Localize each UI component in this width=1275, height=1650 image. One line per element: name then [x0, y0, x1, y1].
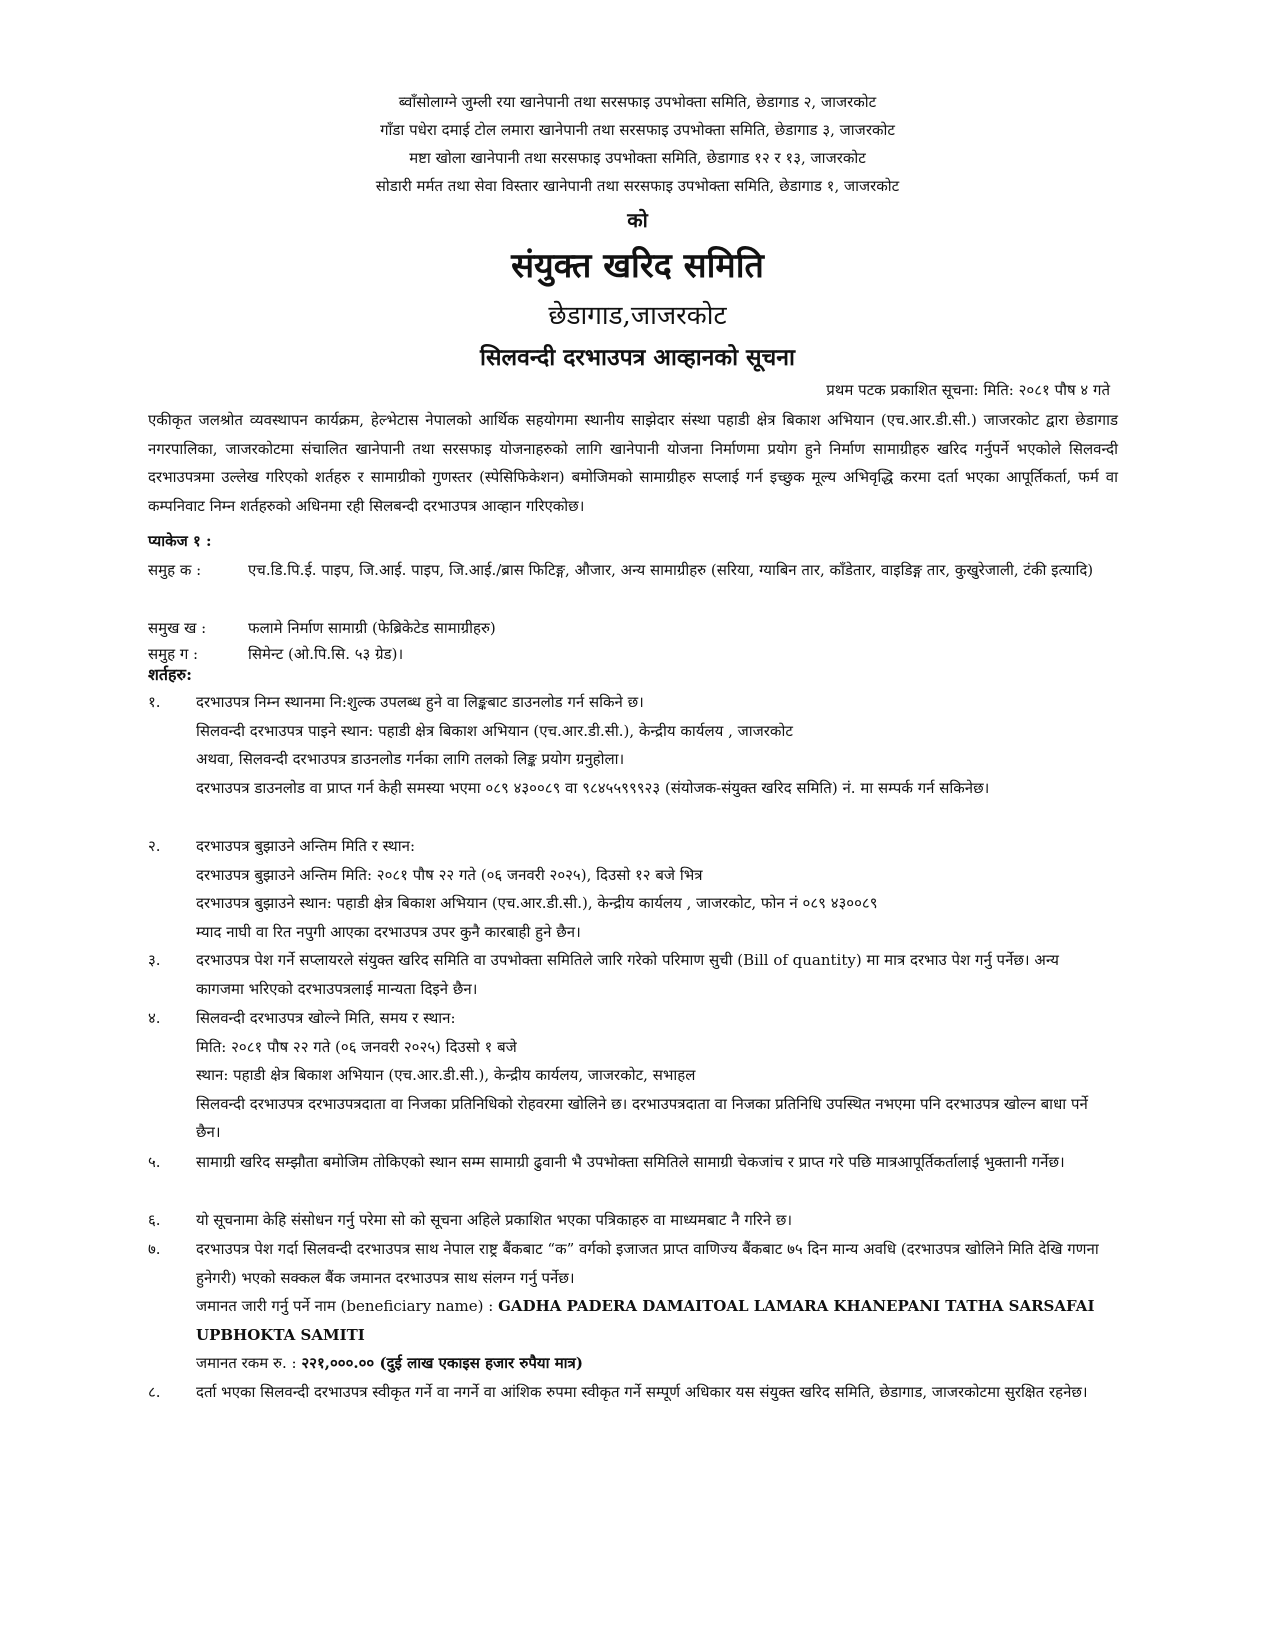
group-label: समुह ग :: [148, 645, 199, 663]
amount-label: जमानत रकम रु. :: [196, 1354, 297, 1372]
connector-text: को: [627, 208, 648, 232]
term-item-7: [148, 1235, 1118, 1378]
term-item-2: [148, 832, 1118, 946]
package-group-ga: [148, 640, 1118, 668]
group-label: समुह क :: [148, 561, 202, 579]
term-line: सिलवन्दी दरभाउपत्र पाइने स्थान: पहाडी क्षेत्र बिकाश अभियान (एच.आर.डी.सी.), केन्द्रीय कार्यलय , जाजरकोट: [196, 721, 793, 740]
committee-line: मष्टा खोला खानेपानी तथा सरसफाइ उपभोक्ता समिति, छेडागाड १२ र १३, जाजरकोट: [409, 149, 866, 167]
package-group-kha: [148, 614, 1118, 642]
term-line: सिलवन्दी दरभाउपत्र दरभाउपत्रदाता वा निजका प्रतिनिधिको रोहवरमा खोलिने छ। दरभाउपत्रदाता वा निजका प्रतिनिधि उपस्थित नभएमा पनि दरभाउपत्र खोल्न बाधा पर्ने छैन।: [196, 1094, 1088, 1141]
term-line: सिलवन्दी दरभाउपत्र खोल्ने मिति, समय र स्थान:: [196, 1009, 456, 1027]
term-line: सामाग्री खरिद सम्झौता बमोजिम तोकिएको स्थान सम्म सामाग्री ढुवानी भै उपभोक्ता समितिले सामाग्री चेकजांच र प्राप्त गरे पछि मात्रआपूर्तिकर्तालाई भुक्तानी गर्नेछ।: [196, 1153, 1065, 1171]
term-line: दरभाउपत्र बुझाउने अन्तिम मिति: २०८१ पौष २२ गते (०६ जनवरी २०२५), दिउसो १२ बजे भित्र: [196, 865, 703, 884]
term-body: [196, 1004, 1108, 1147]
term-item-4: [148, 1004, 1118, 1147]
intro-paragraph: एकीकृत जलश्रोत व्यवस्थापन कार्यक्रम, हेल्भेटास नेपालको आर्थिक सहयोगमा स्थानीय साझेदार संस्था पहाडी क्षेत्र बिकाश अभियान (एच.आर.डी.सी.) जाजरकोट द्वारा छेडागाड नगरपालिका, जाजरकोटमा संचालित खानेपानी तथा सरसफाइ योजनाहरुको लागि खानेपानी योजना निर्माणमा प्रयोग हुने निर्माण सामाग्रीहरु खरिद गर्नुपर्ने भएकोले सिलवन्दी दरभाउपत्रमा उल्लेख गरिएको शर्तहरु र सामाग्रीको गुणस्तर (स्पेसिफिकेशन) बमोजिमको सामाग्रीहरु सप्लाई गर्न इच्छुक मूल्य अभिवृद्धि करमा दर्ता भएका आपूर्तिकर्ता, फर्म वा कम्पनिवाट निम्न शर्तहरुको अधिनमा रही सिलबन्दी दरभाउपत्र आव्हान गरिएकोछ।: [148, 411, 1118, 515]
page-title: संयुक्त खरिद समिति: [511, 246, 764, 286]
beneficiary-label: जमानत जारी गर्नु पर्ने नाम (beneficiary name) :: [196, 1297, 494, 1315]
committee-line: गाँडा पधेरा दमाई टोल लमारा खानेपानी तथा सरसफाइ उपभोक्ता समिति, छेडागाड ३, जाजरकोट: [380, 121, 895, 139]
term-body: [196, 1206, 1108, 1235]
beneficiary-name: GADHA PADERA DAMAITOAL LAMARA KHANEPANI TATHA SARSAFAI UPBHOKTA SAMITI: [196, 1297, 1095, 1344]
term-number: ३.: [148, 951, 161, 969]
term-item-5: [148, 1148, 1118, 1177]
term-number: ६.: [148, 1211, 161, 1229]
committee-line: ब्वाँसोलाग्ने जुम्ली रया खानेपानी तथा सरसफाइ उपभोक्ता समिति, छेडागाड २, जाजरकोट: [398, 93, 877, 111]
committee-line: सोडारी मर्मत तथा सेवा विस्तार खानेपानी तथा सरसफाइ उपभोक्ता समिति, छेडागाड १, जाजरकोट: [375, 177, 900, 195]
term-body: [196, 832, 1108, 946]
term-body: [196, 1378, 1108, 1407]
beneficiary-line: [196, 1292, 1108, 1349]
term-line: म्याद नाघी वा रित नपुगी आएका दरभाउपत्र उपर कुनै कारबाही हुने छैन।: [196, 922, 581, 941]
term-line: दरभाउपत्र निम्न स्थानमा नि:शुल्क उपलब्ध हुने वा लिङ्कबाट डाउनलोड गर्न सकिने छ।: [196, 693, 644, 711]
term-item-8: [148, 1378, 1118, 1407]
term-number: ७.: [148, 1240, 161, 1258]
term-line: दर्ता भएका सिलवन्दी दरभाउपत्र स्वीकृत गर्ने वा नगर्ने वा आंशिक रुपमा स्वीकृत गर्ने सम्पूर्ण अधिकार यस संयुक्त खरिद समिति, छेडागाड, जाजरकोटमा सुरक्षित रहनेछ।: [196, 1383, 1088, 1401]
term-line: मिति: २०८१ पौष २२ गते (०६ जनवरी २०२५) दिउसो १ बजे: [196, 1037, 517, 1056]
terms-title: शर्तहरु:: [148, 665, 192, 684]
term-line: दरभाउपत्र पेश गर्दा सिलवन्दी दरभाउपत्र साथ नेपाल राष्ट्र बैंकबाट “क” वर्गको इजाजत प्राप्त वाणिज्य बैंकबाट ७५ दिन मान्य अवधि (दरभाउपत्र खोलिने मिति देखि गणना हुनेगरी) भएको सक्कल बैंक जमानत दरभाउपत्र साथ संलग्न गर्नु पर्नेछ।: [196, 1240, 1099, 1287]
package-title: प्याकेज १ :: [148, 532, 212, 550]
term-number: ४.: [148, 1009, 161, 1027]
term-line: यो सूचनामा केहि संसोधन गर्नु परेमा सो को सूचना अहिले प्रकाशित भएका पत्रिकाहरु वा माध्यमबाट नै गरिने छ।: [196, 1211, 793, 1229]
group-label: समुख ख :: [148, 619, 207, 637]
term-number: ८.: [148, 1383, 161, 1401]
term-line: दरभाउपत्र बुझाउने स्थान: पहाडी क्षेत्र बिकाश अभियान (एच.आर.डी.सी.), केन्द्रीय कार्यलय , जाजरकोट, फोन नं ०८९ ४३००८९: [196, 894, 878, 912]
term-item-6: [148, 1206, 1118, 1235]
term-line: दरभाउपत्र डाउनलोड वा प्राप्त गर्न केही समस्या भएमा ०८९ ४३००८९ वा ९८४५५९९९२३ (संयोजक-संयुक्त खरिद समिति) नं. मा सम्पर्क गर्न सकिनेछ।: [196, 778, 990, 797]
term-line: दरभाउपत्र बुझाउने अन्तिम मिति र स्थान:: [196, 837, 416, 855]
term-line: दरभाउपत्र पेश गर्ने सप्लायरले संयुक्त खरिद समिति वा उपभोक्ता समितिले जारि गरेको परिमाण सुची (Bill of quantity) मा मात्र दरभाउ पेश गर्नु पर्नेछ। अन्य कागजमा भरिएको दरभाउपत्रलाई मान्यता दिइने छैन।: [196, 951, 1059, 998]
publish-date: प्रथम पटक प्रकाशित सूचना: मिति: २०८१ पौष ४ गते: [826, 381, 1110, 399]
group-text: फलामे निर्माण सामाग्री (फेब्रिकेटेड सामाग्रीहरु): [248, 619, 496, 637]
term-number: ५.: [148, 1153, 161, 1171]
amount-line: [196, 1349, 1108, 1378]
term-item-3: [148, 946, 1118, 1003]
group-text: सिमेन्ट (ओ.पि.सि. ५३ ग्रेड)।: [248, 645, 404, 663]
committee-list: [0, 88, 1275, 200]
term-line: स्थान: पहाडी क्षेत्र बिकाश अभियान (एच.आर.डी.सी.), केन्द्रीय कार्यलय, जाजरकोट, सभाहल: [196, 1066, 696, 1084]
location-subtitle: छेडागाड,जाजरकोट: [548, 301, 727, 331]
term-body: [196, 946, 1108, 1003]
term-body: [196, 1148, 1108, 1177]
term-body: [196, 1235, 1108, 1378]
term-number: २.: [148, 837, 161, 855]
term-body: [196, 688, 1108, 802]
term-number: १.: [148, 693, 161, 711]
package-group-ka: [148, 556, 1118, 584]
amount-value: २२१,०००.०० (दुई लाख एकाइस हजार रुपैया मात्र): [301, 1354, 583, 1372]
group-text: एच.डि.पि.ई. पाइप, जि.आई. पाइप, जि.आई./ब्रास फिटिङ्ग, औजार, अन्य सामाग्रीहरु (सरिया, ग्याबिन तार, काँडेतार, वाइडिङ्ग तार, कुखुरेजाली, टंकी इत्यादि): [248, 561, 1094, 579]
term-item-1: [148, 688, 1118, 802]
term-line: अथवा, सिलवन्दी दरभाउपत्र डाउनलोड गर्नका लागि तलको लिङ्क प्रयोग ग्रनुहोला।: [196, 750, 625, 768]
notice-title: सिलवन्दी दरभाउपत्र आव्हानको सूचना: [480, 344, 795, 371]
